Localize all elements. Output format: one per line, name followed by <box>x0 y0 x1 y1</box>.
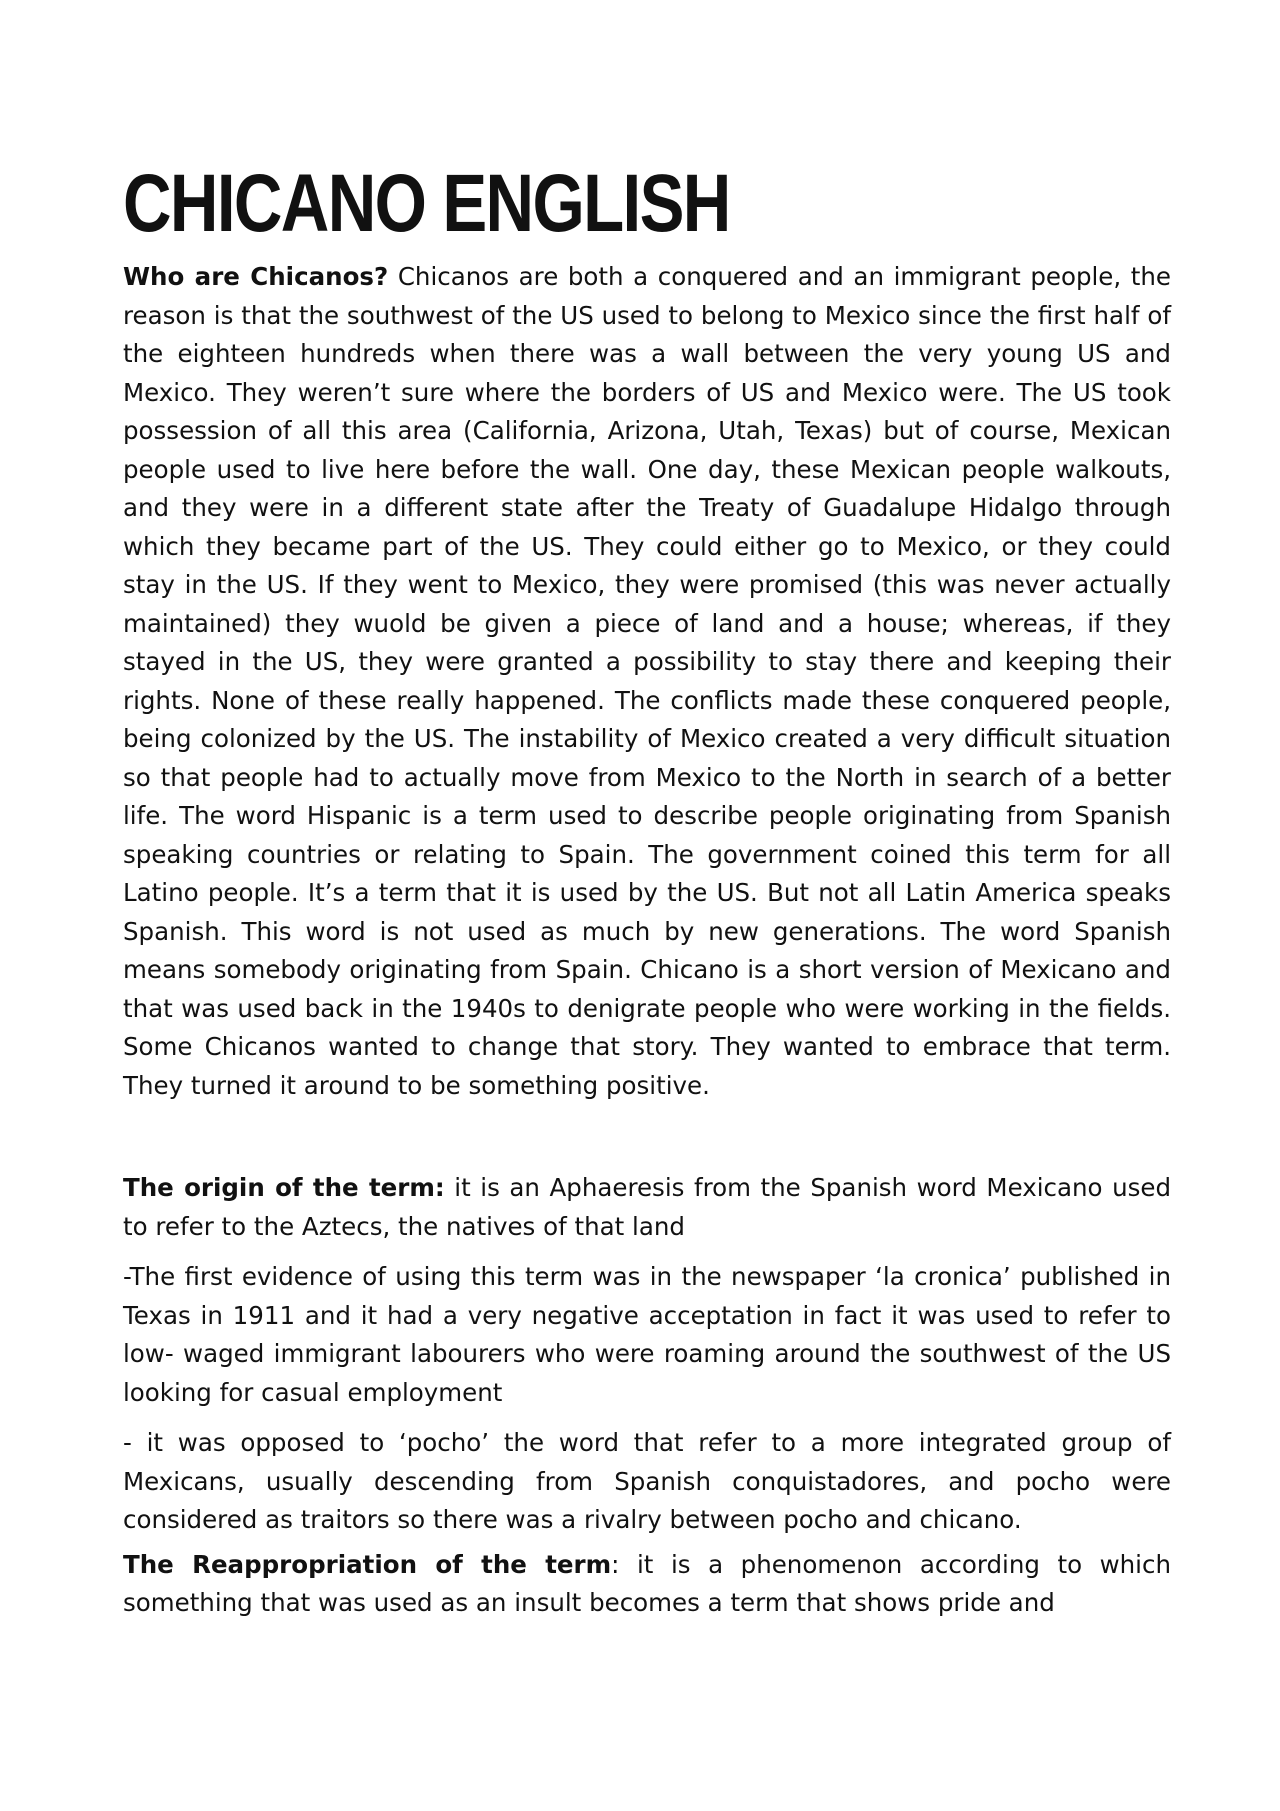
section-label-reappropriation: The Reappropriation of the term <box>123 1549 612 1579</box>
section-label-who-are-chicanos: Who are Chicanos? <box>123 262 389 291</box>
section-text-origin-of-term: it is an Aphaeresis from the Spanish word Mexicano used to refer to the Aztecs, the natives of that land <box>123 1173 1172 1241</box>
paragraph-origin-of-term <box>123 1169 1171 1246</box>
document-body <box>123 258 1171 1623</box>
paragraph-pocho <box>123 1424 1171 1540</box>
section-text-first-evidence: -The first evidence of using this term was in the newspaper ‘la cronica’ published in Texas in 1911 and it had a very negative acceptation in fact it was used to refer to low- waged immigrant labourers who were roaming around the southwest of the US looking for casual employment <box>123 1262 1171 1407</box>
section-text-reappropriation: : it is a phenomenon according to which something that was used as an insult becomes a term that shows pride and <box>123 1549 1171 1617</box>
section-label-origin-of-term: The origin of the term: <box>123 1173 445 1202</box>
paragraph-first-evidence <box>123 1258 1171 1412</box>
paragraph-reappropriation <box>123 1546 1171 1623</box>
section-text-pocho: - it was opposed to ‘pocho’ the word that refer to a more integrated group of Mexicans, usually descending from Spanish conquistadores, and pocho were considered as traitors so there was a rivalry between pocho and chicano. <box>123 1428 1171 1534</box>
document-title: CHICANO ENGLISH <box>123 158 730 249</box>
paragraph-who-are-chicanos <box>123 258 1171 1105</box>
section-text-who-are-chicanos: Chicanos are both a conquered and an immigrant people, the reason is that the southwest of the US used to belong to Mexico since the first half of the eighteen hundreds when there was a wall between the very young US and Mexico. They weren’t sure where the borders of US and Mexico were. The US took possession of all this area (California, Arizona, Utah, Texas) but of course, Mexican people used to live here before the wall. One day, these Mexican people walkouts, and they were in a different state after the Treaty of Guadalupe Hidalgo through which they became part of the US. They could either go to Mexico, or they could stay in the US. If they went to Mexico, they were promised (this was never actually maintained) they wuold be given a piece of land and a house; whereas, if they stayed in the US, they were granted a possibility to stay there and keeping their rights. None of these really happened. The conflicts made these conquered people, being colonized by the US. The instability of Mexico created a very difficult situation so that people had to actually move from Mexico to the North in search of a better life. The word Hispanic is a term used to describe people originating from Spanish speaking countries or relating to Spain. The government coined this term for all Latino people. It’s a term that it is used by the US. But not all Latin America speaks Spanish. This word is not used as much by new generations. The word Spanish means somebody originating from Spain. Chicano is a short version of Mexicano and that was used back in the 1940s to denigrate people who were working in the fields. Some Chicanos wanted to change that story. They wanted to embrace that term. They turned it around to be something positive. <box>123 262 1171 1100</box>
